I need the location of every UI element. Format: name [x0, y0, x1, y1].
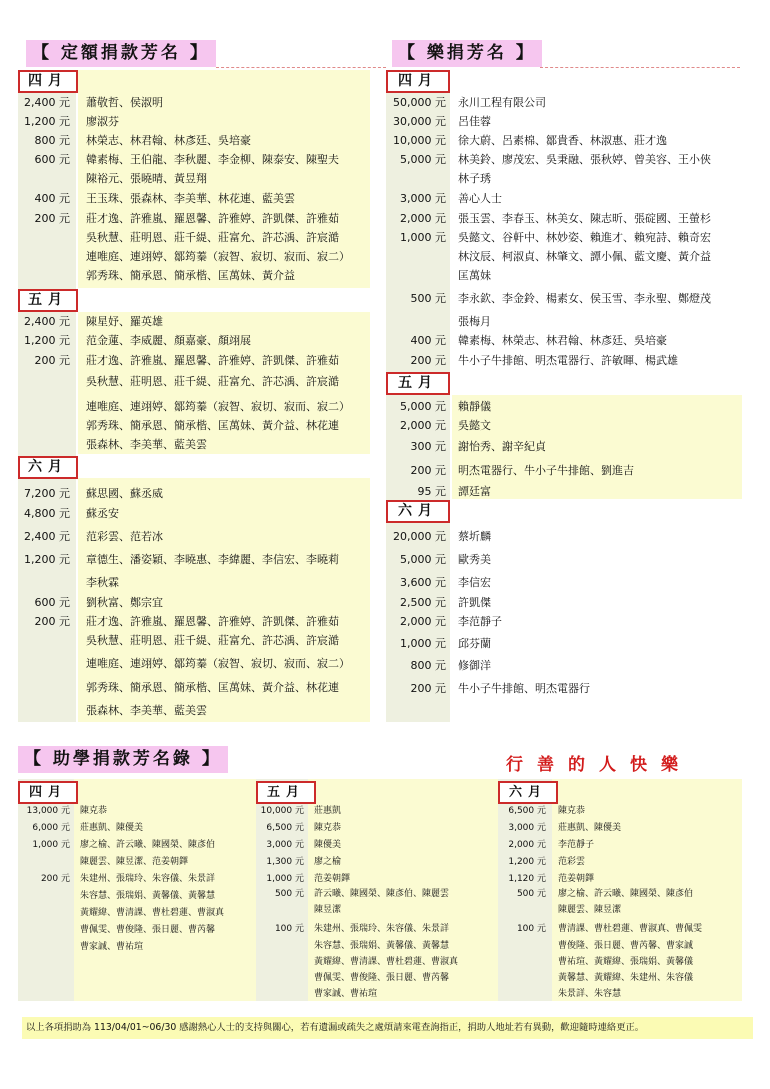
donor-names: 黃耀緯、曹清課、曹杜碧蓮、曹淑真: [314, 957, 459, 967]
month-header-may: 五月: [386, 372, 450, 395]
donor-names: 李永欽、李金鈴、楊素女、侯玉雪、李永聖、鄭燈茂: [458, 292, 711, 305]
donor-names: 許凱傑: [458, 596, 491, 609]
donor-names: 范姜朝鐸: [314, 874, 351, 884]
amount-label: 7,200 元: [24, 487, 70, 500]
donor-names: 吳懿文: [458, 419, 491, 432]
amount-label: 500 元: [410, 292, 446, 305]
amount-label: 1,000 元: [400, 231, 446, 244]
amount-label: 3,000 元: [400, 192, 446, 205]
amount-label: 6,500 元: [508, 806, 546, 816]
amount-label: 20,000 元: [393, 530, 446, 543]
amount-label: 600 元: [34, 153, 70, 166]
motto-text: 行善的人快樂: [506, 755, 692, 775]
donor-names: 譚廷富: [458, 485, 491, 498]
donor-names: 莊才逸、許雅嵐、羅恩馨、許雅婷、許凱傑、許雅茹: [86, 212, 339, 225]
month-header-may: 五月: [256, 781, 316, 804]
donor-names: 邱芬蘭: [458, 637, 491, 650]
donor-names: 陳麗雲、陳昱潔、范姜朝鐸: [80, 857, 189, 867]
amount-label: 400 元: [410, 334, 446, 347]
donor-names: 黃馨慧、黃耀緯、朱建州、朱容儀: [558, 973, 694, 983]
donor-names: 章德生、潘姿穎、李曉惠、李緯麗、李信宏、李曉莉: [86, 553, 339, 566]
donor-names: 范金蓮、李威麗、顏嘉豪、顏翊展: [86, 334, 251, 347]
donor-names: 張玉雲、李春玉、林美女、陳志昕、張碇國、王螢杉: [458, 212, 711, 225]
amount-label: 500 元: [516, 889, 546, 899]
donor-names: 廖淑芬: [86, 115, 119, 128]
month-header-june: 六月: [498, 781, 558, 804]
donor-names: 朱建州、張瑞玲、朱容儀、朱景詳: [80, 874, 216, 884]
amount-label: 1,200 元: [24, 553, 70, 566]
donor-names: 謝怡秀、謝辛紀貞: [458, 440, 546, 453]
amount-label: 1,200 元: [24, 115, 70, 128]
donor-names: 范彩雲: [558, 857, 586, 867]
donor-names: 陳優美: [314, 840, 342, 850]
donor-names: 李范靜子: [558, 840, 595, 850]
donor-names: 陳麗雲、陳昱潔: [558, 905, 622, 915]
donor-names: 林子琇: [458, 172, 491, 185]
donor-names: 莊惠凱、陳優美: [80, 823, 144, 833]
month-header-april: 四月: [18, 781, 78, 804]
donor-names: 曹家誠、曹祐瑄: [314, 989, 378, 999]
donor-names: 陳星妤、羅英雄: [86, 315, 163, 328]
amount-label: 1,000 元: [32, 840, 70, 850]
amount-label: 200 元: [34, 354, 70, 367]
amount-label: 2,000 元: [400, 212, 446, 225]
donor-names: 蘇思國、蘇丞威: [86, 487, 163, 500]
donor-names: 善心人士: [458, 192, 502, 205]
donor-names: 范彩雲、范若冰: [86, 530, 163, 543]
donor-names: 韓素梅、林榮志、林君翰、林彥廷、吳培豪: [458, 334, 667, 347]
donor-names: 曹家誠、曹祐瑄: [80, 942, 144, 952]
amount-label: 2,000 元: [400, 419, 446, 432]
amount-label: 10,000 元: [260, 806, 304, 816]
amount-label: 13,000 元: [26, 806, 70, 816]
donor-names: 連唯庭、連翊婷、鄒筠蓁（寂智、寂切、寂而、寂二）: [86, 400, 350, 413]
amount-label: 50,000 元: [393, 96, 446, 109]
donor-names: 莊才逸、許雅嵐、羅恩馨、許雅婷、許凱傑、許雅茹: [86, 354, 339, 367]
donor-names: 徐大蔚、呂素棉、鄒貴香、林淑惠、莊才逸: [458, 134, 667, 147]
amount-label: 2,400 元: [24, 96, 70, 109]
donor-names: 黃耀緯、曹清課、曹杜碧蓮、曹淑真: [80, 908, 225, 918]
amount-label: 2,400 元: [24, 315, 70, 328]
donor-names: 連唯庭、連翊婷、鄒筠蓁（寂智、寂切、寂而、寂二）: [86, 250, 350, 263]
donor-names: 張森林、李美華、藍美雲: [86, 704, 207, 717]
title-divider: [540, 67, 740, 68]
donor-names: 莊惠凱、陳優美: [558, 823, 622, 833]
amount-label: 1,000 元: [400, 637, 446, 650]
amount-label: 2,000 元: [508, 840, 546, 850]
donor-names: 郭秀珠、簡承恩、簡承楷、匡萬妹、黃介益、林花連: [86, 681, 339, 694]
month-header-june: 六月: [18, 456, 78, 479]
amount-label: 10,000 元: [393, 134, 446, 147]
amount-label: 5,000 元: [400, 553, 446, 566]
donor-names: 吳懿文、谷軒中、林妙姿、賴進才、賴宛詩、賴奇宏: [458, 231, 711, 244]
donor-names: 朱景詳、朱容慧: [558, 989, 622, 999]
amount-label: 95 元: [417, 485, 446, 498]
amount-label: 200 元: [410, 354, 446, 367]
amount-label: 2,400 元: [24, 530, 70, 543]
amount-label: 1,120 元: [508, 874, 546, 884]
donor-names: 許云曦、陳國榮、陳彥伯、陳麗雲: [314, 889, 450, 899]
amount-label: 800 元: [34, 134, 70, 147]
donor-names: 吳秋慧、莊明恩、莊千緹、莊富允、許芯渪、許宸澔: [86, 231, 339, 244]
donor-names: 李信宏: [458, 576, 491, 589]
donor-names: 陳昱潔: [314, 905, 342, 915]
donor-names: 蔡圻麟: [458, 530, 491, 543]
donor-names: 吳秋慧、莊明恩、莊千緹、莊富允、許芯渪、許宸澔: [86, 375, 339, 388]
donor-names: 莊惠凱: [314, 806, 342, 816]
amount-label: 200 元: [34, 212, 70, 225]
donor-names: 朱容慧、張瑞娟、黃馨儀、黃馨慧: [80, 891, 216, 901]
amount-label: 5,000 元: [400, 400, 446, 413]
donor-names: 賴靜儀: [458, 400, 491, 413]
donor-names: 連唯庭、連翊婷、鄒筠蓁（寂智、寂切、寂而、寂二）: [86, 657, 350, 670]
amount-label: 4,800 元: [24, 507, 70, 520]
donor-names: 修御洋: [458, 659, 491, 672]
amount-label: 1,300 元: [266, 857, 304, 867]
donor-names: 明杰電器行、牛小子牛排館、劉進吉: [458, 464, 634, 477]
amount-label: 200 元: [410, 464, 446, 477]
donor-names: 李范靜子: [458, 615, 502, 628]
amount-label: 5,000 元: [400, 153, 446, 166]
amount-label: 6,000 元: [32, 823, 70, 833]
amount-label: 200 元: [410, 682, 446, 695]
donor-names: 張森林、李美華、藍美雲: [86, 438, 207, 451]
month-header-june: 六月: [386, 500, 450, 523]
amount-label: 300 元: [410, 440, 446, 453]
amount-label: 400 元: [34, 192, 70, 205]
donor-names: 范姜朝鐸: [558, 874, 595, 884]
donor-names: 朱建州、張瑞玲、朱容儀、朱景詳: [314, 924, 450, 934]
month-header-april: 四月: [386, 70, 450, 93]
amount-label: 1,000 元: [266, 874, 304, 884]
donor-names: 曹佩雯、曹俊隆、張日麗、曹芮馨: [314, 973, 450, 983]
donor-names: 蘇丞安: [86, 507, 119, 520]
amount-label: 500 元: [274, 889, 304, 899]
amount-label: 30,000 元: [393, 115, 446, 128]
donor-names: 歐秀美: [458, 553, 491, 566]
donor-names: 曹俊隆、張日麗、曹芮馨、曹家誠: [558, 941, 694, 951]
donor-names: 林美鈴、廖茂宏、吳秉融、張秋婷、曾美容、王小俠: [458, 153, 711, 166]
amount-label: 800 元: [410, 659, 446, 672]
month-header-may: 五月: [18, 289, 78, 312]
edu-donation-title: 【 助學捐款芳名錄 】: [18, 746, 228, 773]
donor-names: 李秋霖: [86, 576, 119, 589]
amount-label: 1,200 元: [508, 857, 546, 867]
amount-label: 3,000 元: [508, 823, 546, 833]
amount-label: 2,500 元: [400, 596, 446, 609]
amount-label: 6,500 元: [266, 823, 304, 833]
footer-note: 以上各項捐助為 113/04/01~06/30 感謝熱心人士的支持與關心，若有遺漏或疏失之處煩請來電查詢指正，捐助人地址若有異動，歡迎隨時連絡更正。: [22, 1017, 753, 1039]
donor-names: 王玉珠、張森林、李美華、林花連、藍美雲: [86, 192, 295, 205]
donor-names: 永川工程有限公司: [458, 96, 546, 109]
donor-names: 陳克恭: [314, 823, 342, 833]
donor-names: 牛小子牛排館、明杰電器行、許敏暉、楊武雄: [458, 354, 678, 367]
donor-names: 曹祐瑄、黃耀緯、張瑞娟、黃馨儀: [558, 957, 694, 967]
donor-names: 廖之榆、許云曦、陳國榮、陳彥伯: [558, 889, 694, 899]
donor-names: 張梅月: [458, 315, 491, 328]
amount-label: 100 元: [516, 924, 546, 934]
donor-names: 韓素梅、王伯龍、李秋麗、李金柳、陳泰安、陳聖夫: [86, 153, 339, 166]
donor-names: 呂佳蓉: [458, 115, 491, 128]
donor-names: 朱容慧、張瑞娟、黃馨儀、黃馨慧: [314, 941, 450, 951]
donor-names: 蕭敬哲、侯淑明: [86, 96, 163, 109]
happy-donation-title: 【 樂捐芳名 】: [392, 40, 542, 67]
fixed-donation-title: 【 定額捐款芳名 】: [26, 40, 216, 67]
amount-label: 2,000 元: [400, 615, 446, 628]
title-divider: [216, 67, 386, 68]
donor-names: 林榮志、林君翰、林彥廷、吳培豪: [86, 134, 251, 147]
donor-names: 林汶辰、柯淑貞、林肇文、譚小佩、藍文慶、黃介益: [458, 250, 711, 263]
amount-label: 3,000 元: [266, 840, 304, 850]
month-header-april: 四月: [18, 70, 78, 93]
amount-label: 1,200 元: [24, 334, 70, 347]
donor-names: 陳裕元、張曉晴、黃昱翔: [86, 172, 207, 185]
donor-names: 陳克恭: [558, 806, 586, 816]
donor-names: 郭秀珠、簡承恩、簡承楷、匡萬妹、黃介益: [86, 269, 295, 282]
amount-label: 3,600 元: [400, 576, 446, 589]
donor-names: 陳克恭: [80, 806, 108, 816]
donor-names: 劉秋富、鄭宗宜: [86, 596, 163, 609]
donor-names: 廖之榆、許云曦、陳國榮、陳彥伯: [80, 840, 216, 850]
donor-names: 吳秋慧、莊明恩、莊千緹、莊富允、許芯渪、許宸澔: [86, 634, 339, 647]
amount-label: 200 元: [34, 615, 70, 628]
amount-label: 600 元: [34, 596, 70, 609]
donor-names: 莊才逸、許雅嵐、羅恩馨、許雅婷、許凱傑、許雅茹: [86, 615, 339, 628]
donor-names: 曹清課、曹杜碧蓮、曹淑真、曹佩雯: [558, 924, 703, 934]
donor-names: 曹佩雯、曹俊隆、張日麗、曹芮馨: [80, 925, 216, 935]
donor-names: 牛小子牛排館、明杰電器行: [458, 682, 590, 695]
amount-label: 200 元: [40, 874, 70, 884]
donor-names: 廖之榆: [314, 857, 342, 867]
amount-label: 100 元: [274, 924, 304, 934]
donor-names: 匡萬妹: [458, 269, 491, 282]
donor-names: 郭秀珠、簡承恩、簡承楷、匡萬妹、黃介益、林花連: [86, 419, 339, 432]
